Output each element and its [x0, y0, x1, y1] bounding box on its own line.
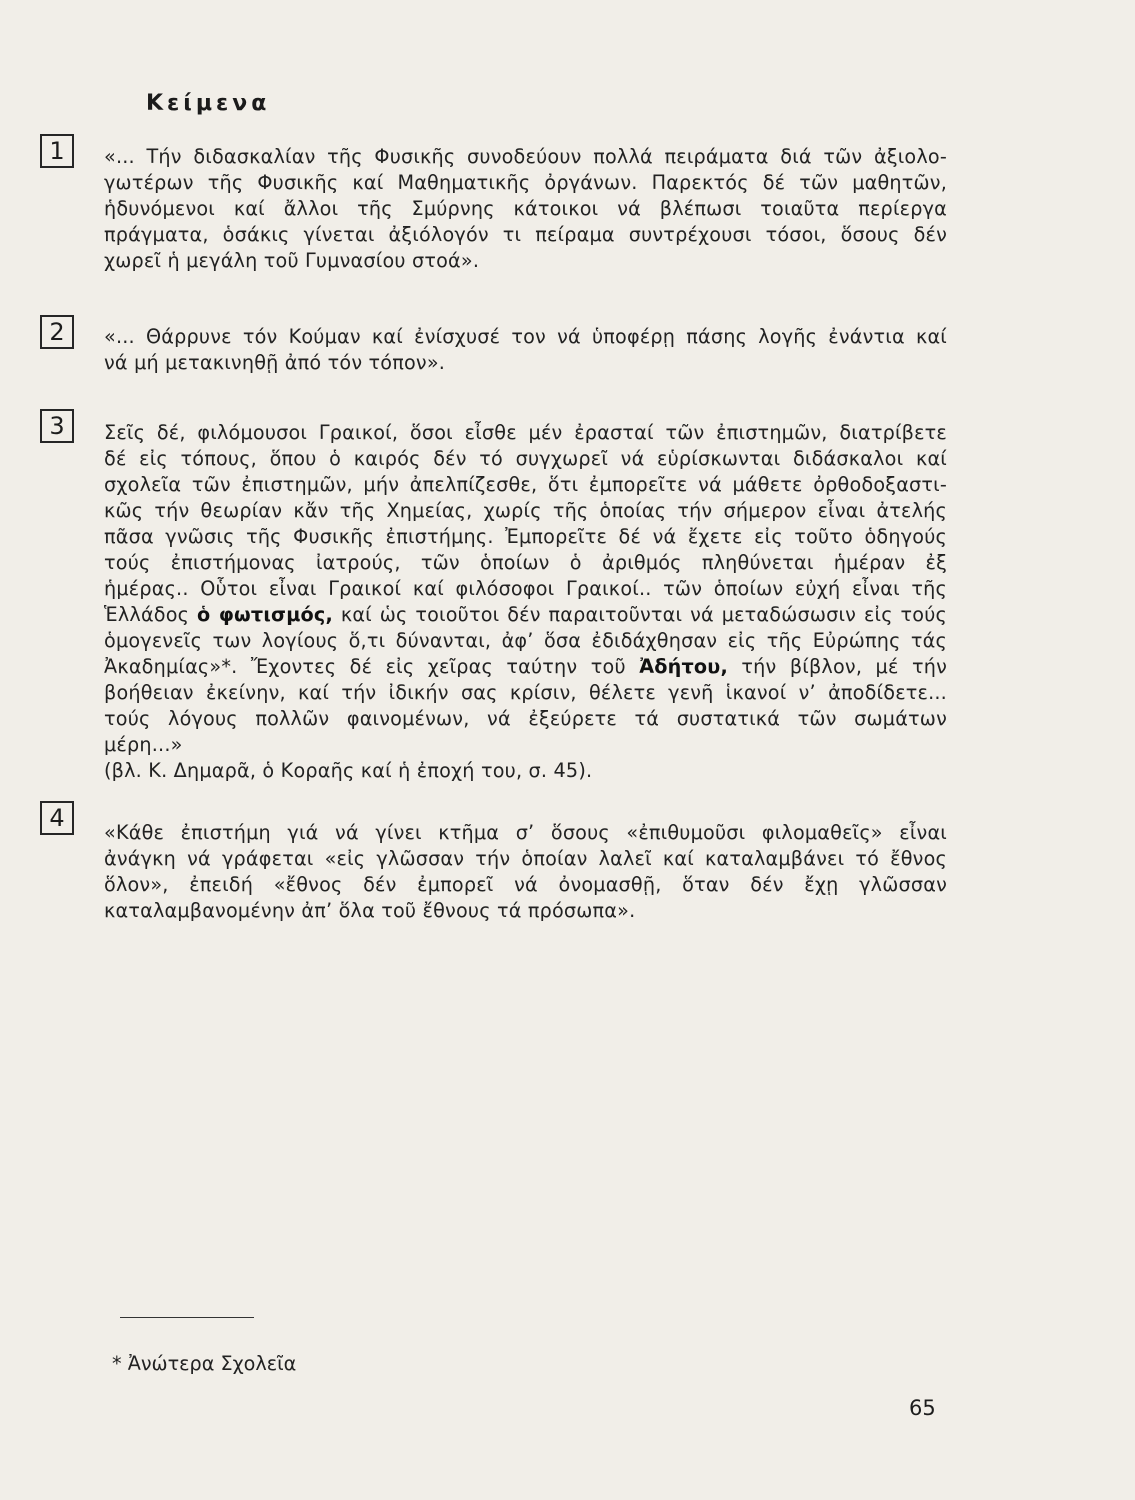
passage-2-line: «... Θάρρυνε τόν Κούμαν καί ἐνίσχυσέ τον νά ὑποφέρῃ πάσης λογῆς ἐνάντια καί [104, 325, 947, 348]
passage-4-line: ἀνάγκη νά γράφεται «εἰς γλῶσσαν τήν ὁποίαν λαλεῖ καί καταλαμβάνει τό ἔθνος [104, 847, 947, 870]
passage-3-line: σχολεῖα τῶν ἐπιστημῶν, μήν ἀπελπίζεσθε, ὅτι ἐμπορεῖτε νά μάθετε ὀρθοδοξαστι- [104, 473, 947, 496]
bold-author-name: Ἀδήτου, [639, 655, 728, 678]
page-number: 65 [909, 1396, 936, 1420]
passage-1-line: χωρεῖ ἡ μεγάλη τοῦ Γυμνασίου στοά». [104, 249, 480, 272]
passage-number-4: 4 [40, 801, 74, 835]
passage-1 [104, 144, 947, 274]
passage-3-line: ἡμέρας.. Οὗτοι εἶναι Γραικοί καί φιλόσοφοι Γραικοί.. τῶν ὁποίων εὐχή εἶναι τῆς [104, 577, 947, 600]
passage-4-line: ὅλον», ἐπειδή «ἔθνος δέν ἐμπορεῖ νά ὀνομασθῇ, ὅταν δέν ἔχῃ γλῶσσαν [104, 873, 947, 896]
passage-3-line: βοήθειαν ἐκείνην, καί τήν ἰδικήν σας κρίσιν, θέλετε γενῆ ἱκανοί ν’ ἀποδίδετε... [104, 681, 947, 704]
passage-1-line: γωτέρων τῆς Φυσικῆς καί Μαθηματικῆς ὀργάνων. Παρεκτός δέ τῶν μαθητῶν, [104, 171, 947, 194]
passage-3-citation: (βλ. Κ. Δημαρᾶ, ὁ Κοραῆς καί ἡ ἐποχή του, σ. 45). [104, 759, 593, 782]
footnote: * Ἀνώτερα Σχολεῖα [112, 1352, 297, 1375]
passage-2 [104, 324, 947, 376]
passage-1-line: πράγματα, ὁσάκις γίνεται ἀξιόλογόν τι πείραμα συντρέχουσι τόσοι, ὅσους δέν [104, 223, 947, 246]
line-text: τήν βίβλον, μέ τήν [727, 655, 947, 678]
passage-4-line: καταλαμβανομένην ἀπ’ ὅλα τοῦ ἔθνους τά πρόσωπα». [104, 899, 636, 922]
line-text: Ἀκαδημίας»*. Ἔχοντες δέ εἰς χεῖρας ταύτην τοῦ [104, 655, 640, 678]
passage-4 [104, 820, 947, 924]
passage-1-line: «... Τήν διδασκαλίαν τῆς Φυσικῆς συνοδεύουν πολλά πειράματα διά τῶν ἀξιολο- [104, 145, 947, 168]
passage-number-2: 2 [40, 315, 74, 349]
passage-3-line [104, 602, 947, 628]
bold-phrase: ὁ φωτισμός, [197, 603, 333, 626]
passage-number-1: 1 [40, 134, 74, 168]
footnote-divider [120, 1317, 254, 1318]
passage-3-line: κῶς τήν θεωρίαν κἄν τῆς Χημείας, χωρίς τῆς ὁποίας τήν σήμερον εἶναι ἀτελής [104, 499, 947, 522]
passage-3-line: τούς ἐπιστήμονας ἰατρούς, τῶν ὁποίων ὁ ἀριθμός πληθύνεται ἡμέραν ἐξ [104, 551, 947, 574]
passage-3-line: πᾶσα γνῶσις τῆς Φυσικῆς ἐπιστήμης. Ἐμπορεῖτε δέ νά ἔχετε εἰς τοῦτο ὁδηγούς [104, 525, 947, 548]
passage-3-line: ὁμογενεῖς των λογίους ὅ,τι δύνανται, ἀφ’ ὅσα ἐδιδάχθησαν εἰς τῆς Εὐρώπης τάς [104, 629, 947, 652]
line-text: καί ὡς τοιοῦτοι δέν παραιτοῦνται νά μεταδώσωσιν εἰς τούς [332, 603, 947, 626]
passage-3 [104, 420, 947, 784]
passage-3-line: τούς λόγους πολλῶν φαινομένων, νά ἐξεύρετε τά συστατικά τῶν σωμάτων [104, 707, 947, 730]
passage-4-line: «Κάθε ἐπιστήμη γιά νά γίνει κτῆμα σ’ ὅσους «ἐπιθυμοῦσι φιλομαθεῖς» εἶναι [104, 821, 947, 844]
page-heading: Κείμενα [146, 91, 271, 116]
passage-3-line: Σεῖς δέ, φιλόμουσοι Γραικοί, ὅσοι εἶσθε μέν ἐρασταί τῶν ἐπιστημῶν, διατρίβετε [104, 421, 947, 444]
passage-number-3: 3 [40, 409, 74, 443]
passage-2-line: νά μή μετακινηθῇ ἀπό τόν τόπον». [104, 351, 446, 374]
passage-3-line: δέ εἰς τόπους, ὅπου ὁ καιρός δέν τό συγχωρεῖ νά εὑρίσκωνται διδάσκαλοι καί [104, 447, 947, 470]
passage-1-line: ἡδυνόμενοι καί ἄλλοι τῆς Σμύρνης κάτοικοι νά βλέπωσι τοιαῦτα περίεργα [104, 197, 947, 220]
passage-3-line: μέρη...» [104, 733, 183, 756]
line-text: Ἑλλάδος [104, 603, 198, 626]
passage-3-line [104, 654, 947, 680]
